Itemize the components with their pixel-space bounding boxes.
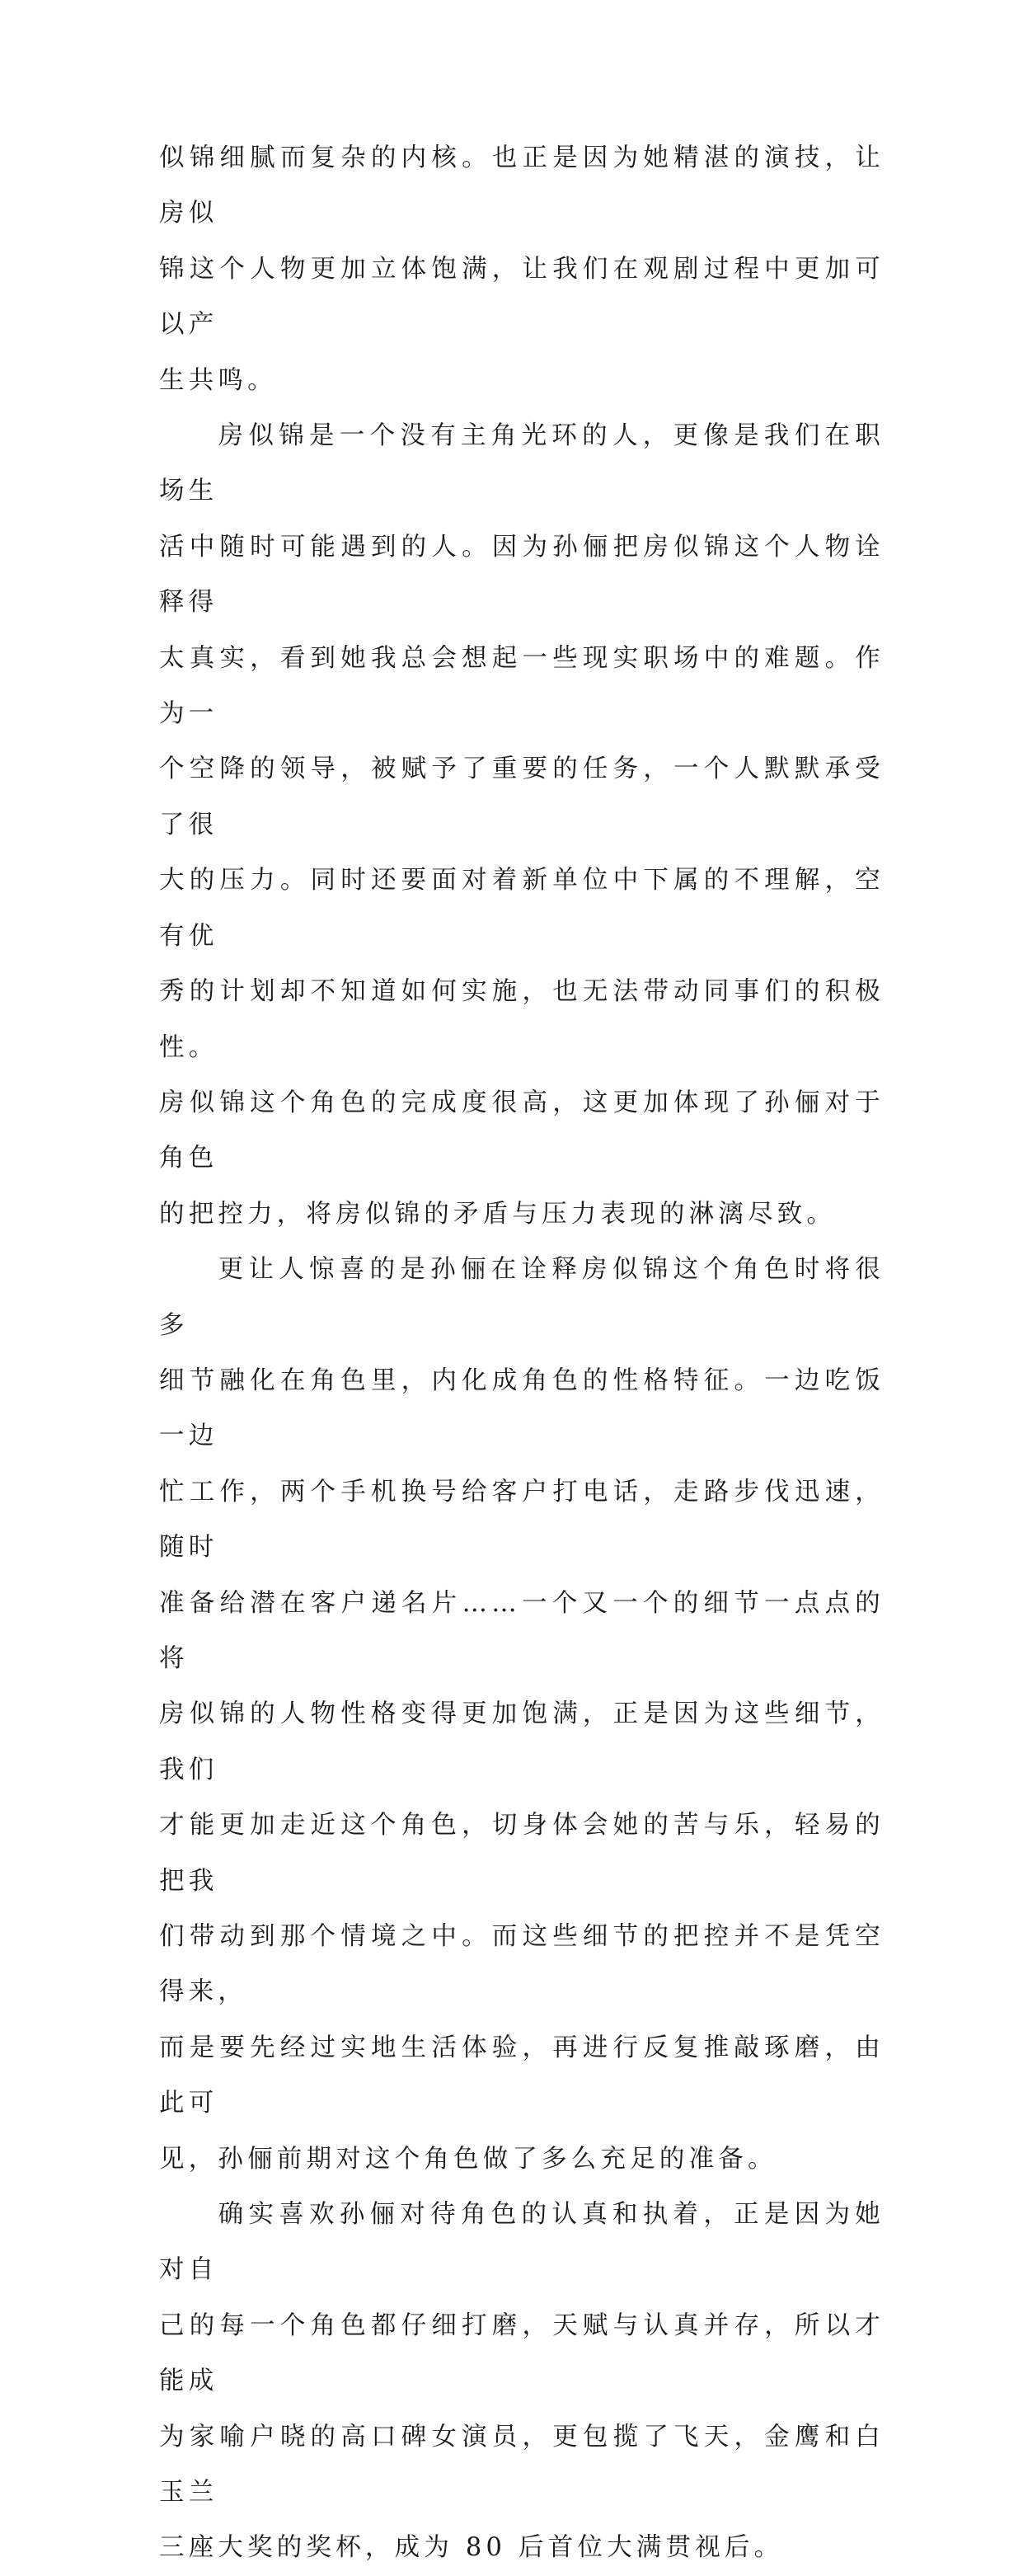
paragraph-2-line-6: 秀的计划却不知道如何实施，也无法带动同事们的积极性。 bbox=[159, 977, 885, 1062]
paragraph-4-line-3: 为家喻户晓的高口碑女演员，更包揽了飞天，金鹰和白玉兰 bbox=[159, 2422, 885, 2508]
paragraph-1 bbox=[159, 130, 885, 408]
paragraph-2-line-5: 大的压力。同时还要面对着新单位中下属的不理解，空有优 bbox=[159, 866, 885, 951]
paragraph-3-line-1: 更让人惊喜的是孙俪在诠释房似锦这个角色时将很多 bbox=[159, 1255, 885, 1340]
paragraph-4 bbox=[159, 2187, 885, 2576]
paragraph-3 bbox=[159, 1242, 885, 2187]
paragraph-4-line-1: 确实喜欢孙俪对待角色的认真和执着，正是因为她对自 bbox=[159, 2200, 885, 2285]
paragraph-2-line-8: 的把控力，将房似锦的矛盾与压力表现的淋漓尽致。 bbox=[159, 1199, 837, 1229]
paragraph-3-line-4: 准备给潜在客户递名片……一个又一个的细节一点点的将 bbox=[159, 1588, 885, 1673]
paragraph-2 bbox=[159, 408, 885, 1242]
paragraph-3-line-2: 细节融化在角色里，内化成角色的性格特征。一边吃饭一边 bbox=[159, 1366, 885, 1451]
paragraph-2-line-1: 房似锦是一个没有主角光环的人，更像是我们在职场生 bbox=[159, 421, 885, 506]
paragraph-2-line-4: 个空降的领导，被赋予了重要的任务，一个人默默承受了很 bbox=[159, 754, 885, 839]
paragraph-2-line-2: 活中随时可能遇到的人。因为孙俪把房似锦这个人物诠释得 bbox=[159, 532, 885, 618]
paragraph-1-line-1: 似锦细腻而复杂的内核。也正是因为她精湛的演技，让房似 bbox=[159, 143, 885, 228]
paragraph-3-line-9: 见，孙俪前期对这个角色做了多么充足的准备。 bbox=[159, 2144, 777, 2174]
paragraph-3-line-8: 而是要先经过实地生活体验，再进行反复推敲琢磨，由此可 bbox=[159, 2033, 885, 2118]
paragraph-3-line-7: 们带动到那个情境之中。而这些细节的把控并不是凭空得来， bbox=[159, 1922, 885, 2007]
paragraph-3-line-5: 房似锦的人物性格变得更加饱满，正是因为这些细节，我们 bbox=[159, 1699, 885, 1784]
document-body bbox=[159, 130, 885, 2576]
paragraph-3-line-6: 才能更加走近这个角色，切身体会她的苦与乐，轻易的把我 bbox=[159, 1811, 885, 1896]
paragraph-2-line-3: 太真实，看到她我总会想起一些现实职场中的难题。作为一 bbox=[159, 643, 885, 729]
paragraph-2-line-7: 房似锦这个角色的完成度很高，这更加体现了孙俪对于角色 bbox=[159, 1088, 885, 1173]
paragraph-3-line-3: 忙工作，两个手机换号给客户打电话，走路步伐迅速，随时 bbox=[159, 1477, 885, 1563]
paragraph-4-line-4: 三座大奖的奖杯，成为 80 后首位大满贯视后。 bbox=[159, 2533, 784, 2563]
paragraph-4-line-2: 己的每一个角色都仔细打磨，天赋与认真并存，所以才能成 bbox=[159, 2310, 885, 2396]
paragraph-1-line-3: 生共鸣。 bbox=[159, 365, 277, 395]
paragraph-1-line-2: 锦这个人物更加立体饱满，让我们在观剧过程中更加可以产 bbox=[159, 254, 885, 340]
